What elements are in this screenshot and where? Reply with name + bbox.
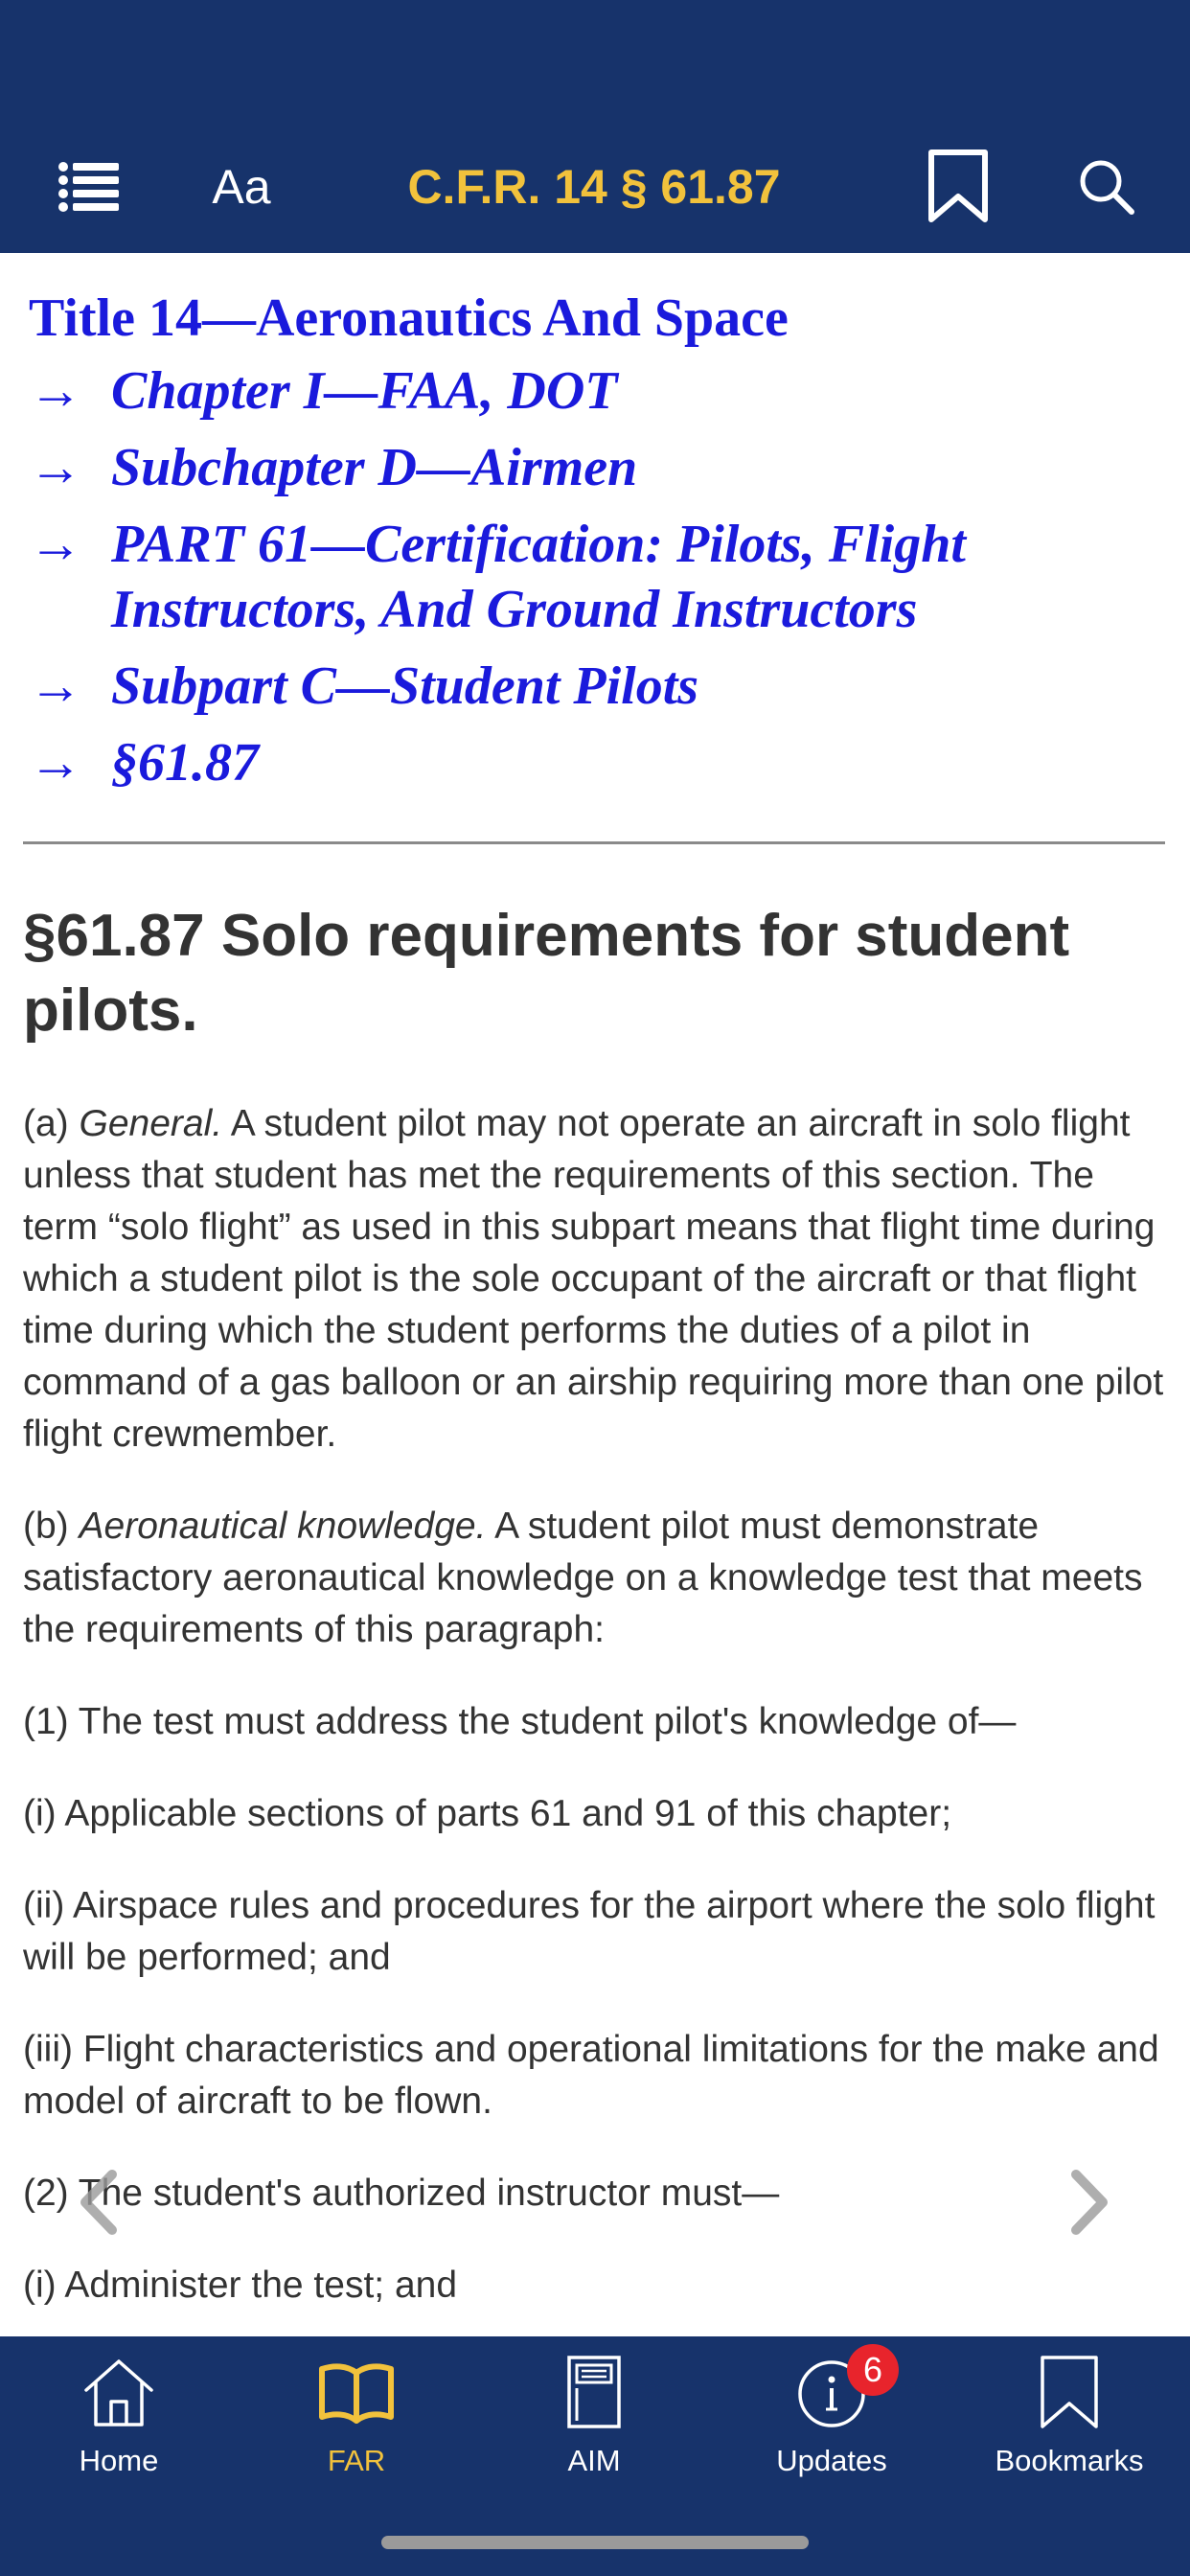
divider — [23, 841, 1165, 844]
bookmark-icon — [1031, 2354, 1108, 2430]
page-title: C.F.R. 14 § 61.87 — [407, 160, 781, 214]
search-button[interactable] — [1068, 153, 1145, 220]
home-indicator[interactable] — [381, 2536, 809, 2549]
regulation-content — [23, 899, 1173, 2327]
paragraph-text: A student pilot must demonstrate satisfactory aeronautical knowledge on a knowledge test that meets the requirements of this paragraph: — [23, 1506, 1143, 1650]
paragraph-text: A student pilot may not operate an aircraft in solo flight unless that student has met the requirements of this section. The term “solo flight” as used in this subpart means that flight time during which a student pilot is the sole occupant of the aircraft or that flight time during which the student performs the duties of a pilot in command of a gas balloon or an airship requiring more than one pilot flight crewmember. — [23, 1103, 1164, 1455]
breadcrumb-subchapter-label: Subchapter D—Airmen — [111, 438, 638, 497]
breadcrumb-subchapter-link[interactable] — [29, 435, 1169, 500]
chevron-left-icon — [76, 2169, 122, 2236]
breadcrumb — [29, 280, 1169, 795]
tab-home-label: Home — [79, 2444, 159, 2477]
breadcrumb-arrow: → — [29, 361, 82, 421]
breadcrumb-arrow: → — [29, 733, 82, 793]
paragraph-b-2-i: (i) Administer the test; and — [23, 2265, 458, 2306]
updates-count-badge: 6 — [847, 2344, 899, 2396]
previous-section-button[interactable] — [65, 2164, 132, 2241]
menu-button[interactable] — [50, 153, 126, 220]
tab-aim[interactable] — [475, 2336, 713, 2499]
breadcrumb-chapter-link[interactable] — [29, 358, 1169, 424]
breadcrumb-section-link[interactable] — [29, 730, 1169, 795]
list-icon — [57, 160, 119, 214]
paragraph-b-1-iii: (iii) Flight characteristics and operational limitations for the make and model of aircraft to be flown. — [23, 2029, 1159, 2122]
document-icon — [556, 2354, 632, 2430]
breadcrumb-subpart-link[interactable] — [29, 654, 1169, 719]
tab-updates-label: Updates — [776, 2444, 887, 2477]
house-icon — [80, 2354, 157, 2430]
next-section-button[interactable] — [1056, 2164, 1123, 2241]
paragraph-b — [23, 1501, 1173, 1656]
tab-far-label: FAR — [327, 2444, 386, 2477]
breadcrumb-arrow: → — [29, 515, 82, 574]
paragraph-a — [23, 1098, 1173, 1460]
tab-home[interactable] — [0, 2336, 238, 2499]
tab-bookmarks-label: Bookmarks — [995, 2444, 1144, 2477]
paragraph-b-1-i: (i) Applicable sections of parts 61 and 91 of this chapter; — [23, 1793, 952, 1834]
open-book-icon — [318, 2354, 395, 2430]
breadcrumb-subpart-label: Subpart C—Student Pilots — [111, 656, 699, 716]
breadcrumb-arrow: → — [29, 656, 82, 716]
top-nav-bar — [0, 0, 1190, 253]
search-icon — [1078, 158, 1135, 216]
section-heading: §61.87 Solo requirements for student pilots. — [23, 903, 1070, 1044]
paragraph-b-1-ii: (ii) Airspace rules and procedures for the airport where the solo flight will be performed; and — [23, 1885, 1156, 1978]
breadcrumb-chapter-label: Chapter I—FAA, DOT — [111, 361, 618, 421]
paragraph-prefix: (a) — [23, 1103, 80, 1144]
breadcrumb-section-label: §61.87 — [111, 733, 259, 793]
breadcrumb-part-link[interactable] — [29, 512, 1169, 642]
paragraph-subject: General. — [79, 1103, 223, 1144]
paragraph-prefix: (b) — [23, 1506, 80, 1547]
font-size-button[interactable]: Aa — [212, 160, 271, 214]
paragraph-subject: Aeronautical knowledge. — [79, 1506, 487, 1547]
breadcrumb-part-label: PART 61—Certification: Pilots, Flight Instructors, And Ground Instructors — [111, 515, 966, 639]
chevron-right-icon — [1066, 2169, 1112, 2236]
info-icon — [793, 2350, 883, 2430]
breadcrumb-title-link[interactable]: Title 14—Aeronautics And Space — [29, 288, 789, 348]
tab-bookmarks[interactable] — [950, 2336, 1188, 2499]
paragraph-b-2: (2) The student's authorized instructor must— — [23, 2173, 780, 2214]
breadcrumb-arrow: → — [29, 438, 82, 497]
tab-updates[interactable] — [713, 2336, 950, 2499]
tab-far[interactable] — [238, 2336, 475, 2499]
paragraph-b-1: (1) The test must address the student pilot's knowledge of— — [23, 1701, 1017, 1742]
bookmark-button[interactable] — [922, 146, 995, 228]
bookmark-icon — [927, 149, 989, 225]
tab-aim-label: AIM — [567, 2444, 621, 2477]
